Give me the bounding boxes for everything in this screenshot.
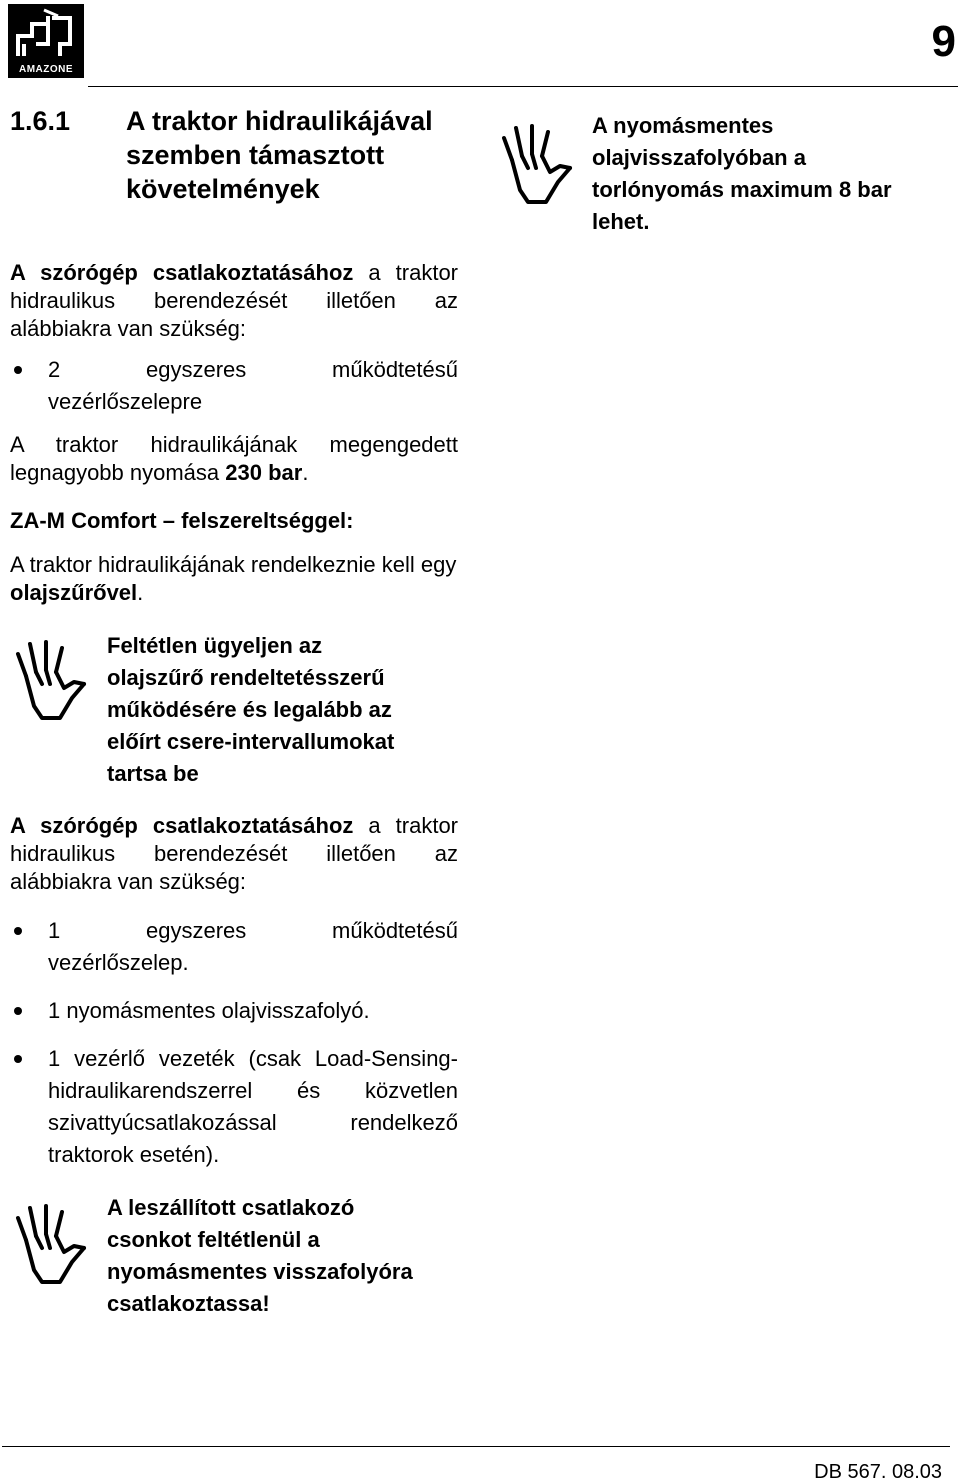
- oil-filter-note-line: tartsa be: [107, 761, 199, 786]
- comfort-text: [10, 551, 458, 607]
- max-pressure-value: 230 bar: [225, 460, 303, 485]
- oil-filter-note-line: működésére és legalább az: [107, 697, 392, 722]
- bullet-dot: [14, 1007, 22, 1015]
- max-pressure-suffix: .: [302, 460, 309, 485]
- section-title: A traktor hidraulikájával szemben támasztott követelmények: [126, 106, 433, 204]
- requirements-intro-2-rest: a traktor hidraulikus berendezését illetően az alábbiakra van szükség:: [10, 813, 459, 894]
- comfort-text-bold: olajszűrővel: [10, 580, 138, 605]
- max-pressure-text: [10, 431, 458, 487]
- backpressure-note: A nyomásmentes olajvisszafolyóban a torlónyomás maximum 8 bar lehet.: [592, 113, 892, 234]
- bullet-dot: [14, 927, 22, 935]
- comfort-text-prefix: A traktor hidraulikájának rendelkeznie kell egy: [10, 552, 457, 577]
- logo-emblem-icon: [8, 4, 84, 64]
- bullet-single-valve-line1: 1 egyszeres működtetésű: [48, 918, 458, 943]
- connector-note: [107, 1192, 467, 1320]
- connector-note-line: nyomásmentes visszafolyóra: [107, 1259, 413, 1284]
- document-code: DB 567. 08.03: [814, 1461, 942, 1483]
- requirements-intro-2-bold: A szórógép csatlakoztatásához: [10, 813, 354, 838]
- page-number: 9: [931, 17, 956, 66]
- bullet-control-line: 1 vezérlő vezeték (csak Load-Sensing-hidraulikarendszerrel és közvetlen szivattyúcsatlakozással rendelkező traktorok esetén).: [48, 1046, 458, 1167]
- footer-rule: [2, 1446, 950, 1447]
- logo-text: AMAZONE: [18, 64, 74, 75]
- max-pressure-prefix: A traktor hidraulikájának megengedett legnagyobb nyomása: [10, 432, 458, 485]
- comfort-heading: ZA-M Comfort – felszereltséggel:: [10, 508, 354, 533]
- oil-filter-note-line: olajszűrő rendeltetésszerű: [107, 665, 385, 690]
- hand-warning-icon: [500, 124, 574, 208]
- header-rule: [88, 86, 958, 87]
- connector-note-line: A leszállított csatlakozó: [107, 1195, 355, 1220]
- bullet-dot: [14, 1055, 22, 1063]
- bullet-control-valves-line1: 2 egyszeres működtetésű: [48, 357, 458, 382]
- section-number: 1.6.1: [10, 106, 71, 136]
- requirements-intro-1: [10, 259, 458, 343]
- bullet-single-valve-line2: vezérlőszelep.: [48, 950, 189, 975]
- bullet-control-valves-line2: vezérlőszelepre: [48, 389, 203, 414]
- requirements-intro-2: [10, 812, 458, 896]
- connector-note-line: csatlakoztassa!: [107, 1291, 270, 1316]
- amazone-logo: [8, 4, 84, 78]
- oil-filter-note-line: Feltétlen ügyeljen az: [107, 633, 323, 658]
- oil-filter-note: [107, 630, 467, 790]
- bullet-return-line: 1 nyomásmentes olajvisszafolyó.: [48, 998, 370, 1023]
- bullet-dot: [14, 366, 22, 374]
- requirements-intro-1-rest: a traktor hidraulikus berendezését illetően az alábbiakra van szükség:: [10, 260, 459, 341]
- hand-warning-icon: [14, 640, 88, 724]
- oil-filter-note-line: előírt csere-intervallumokat: [107, 729, 395, 754]
- requirements-intro-1-bold: A szórógép csatlakoztatásához: [10, 260, 354, 285]
- hand-warning-icon: [14, 1204, 88, 1288]
- connector-note-line: csonkot feltétlenül a: [107, 1227, 320, 1252]
- comfort-text-suffix: .: [137, 580, 144, 605]
